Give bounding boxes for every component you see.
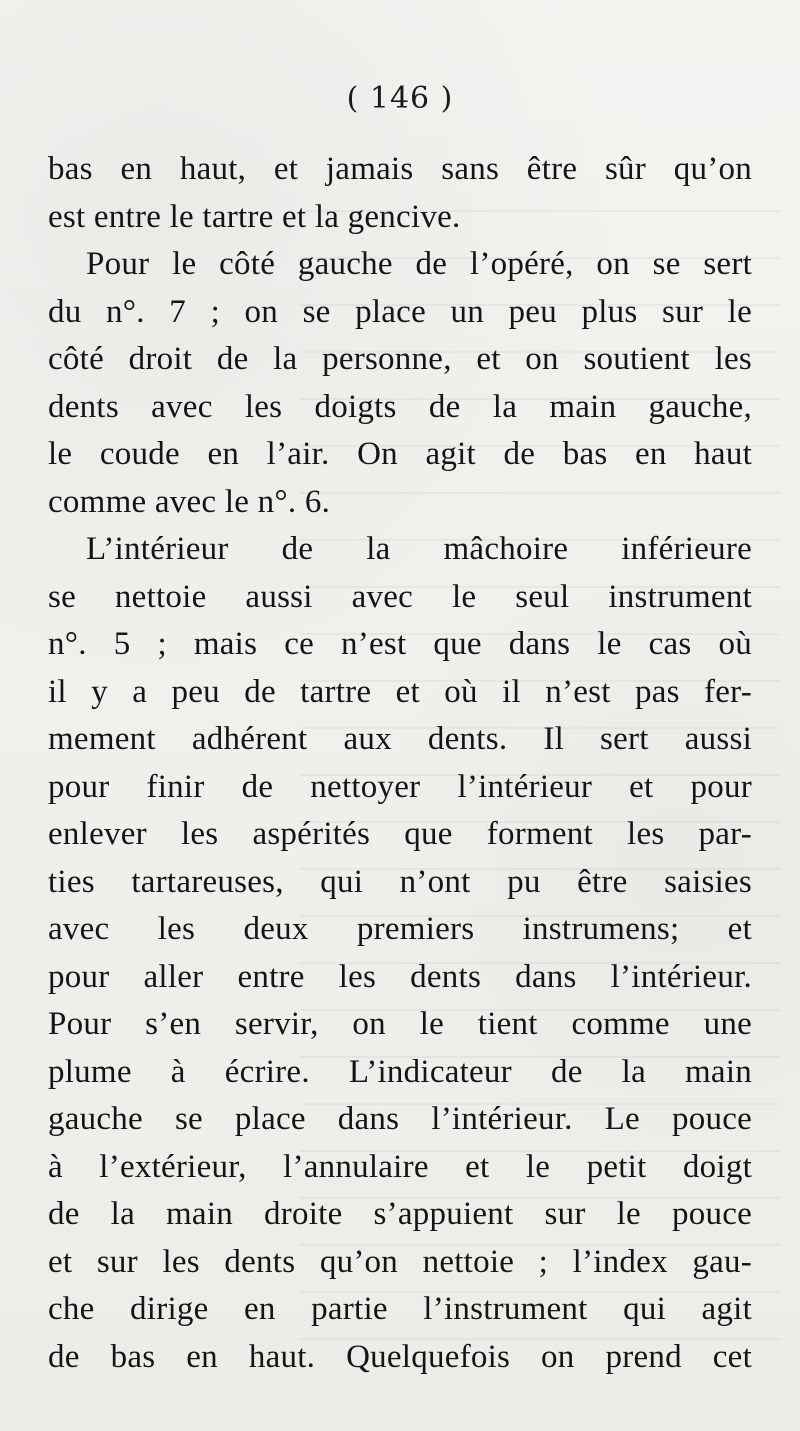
text-line-6: dents avec les doigts de la main gauche,	[48, 388, 752, 425]
text-line-14: pour finir de nettoyer l’intérieur et pour	[48, 768, 752, 805]
text-line-4: du n°. 7 ; on se place un peu plus sur le	[48, 293, 752, 330]
text-line-3: Pour le côté gauche de l’opéré, on se sert	[86, 246, 752, 282]
text-line-16: ties tartareuses, qui n’ont pu être saisies	[48, 863, 752, 900]
text-line-17: avec les deux premiers instrumens; et	[48, 911, 752, 947]
text-line-5: côté droit de la personne, et on soutient les	[48, 341, 752, 377]
text-line-19: Pour s’en servir, on le tient comme une	[48, 1006, 752, 1042]
text-line-25: che dirige en partie l’instrument qui agit	[48, 1291, 752, 1327]
text-line-8: comme avec le n°. 6.	[48, 483, 331, 520]
text-line-7: le coude en l’air. On agit de bas en haut	[48, 436, 752, 472]
text-line-22: à l’extérieur, l’annulaire et le petit doigt	[48, 1148, 752, 1185]
text-line-11: n°. 5 ; mais ce n’est que dans le cas où	[48, 626, 752, 662]
text-line-10: se nettoie aussi avec le seul instrument	[48, 578, 752, 615]
page-number: ( 146 )	[346, 81, 454, 116]
text-line-24: et sur les dents qu’on nettoie ; l’index gau-	[48, 1243, 752, 1280]
text-line-2: est entre le tartre et la gencive.	[48, 198, 461, 235]
body-text	[48, 146, 752, 1381]
text-line-13: mement adhérent aux dents. Il sert aussi	[48, 721, 752, 757]
text-line-12: il y a peu de tartre et où il n’est pas fer-	[48, 673, 752, 710]
text-line-1: bas en haut, et jamais sans être sûr qu’on	[48, 151, 752, 187]
text-line-21: gauche se place dans l’intérieur. Le pouce	[48, 1101, 752, 1137]
text-line-20: plume à écrire. L’indicateur de la main	[48, 1053, 752, 1090]
text-line-18: pour aller entre les dents dans l’intérieur.	[48, 958, 752, 995]
text-line-23: de la main droite s’appuient sur le pouce	[48, 1196, 752, 1232]
text-line-9: L’intérieur de la mâchoire inférieure	[86, 531, 752, 567]
text-line-26: de bas en haut. Quelquefois on prend cet	[48, 1338, 752, 1375]
text-line-15: enlever les aspérités que forment les par-	[48, 816, 752, 852]
